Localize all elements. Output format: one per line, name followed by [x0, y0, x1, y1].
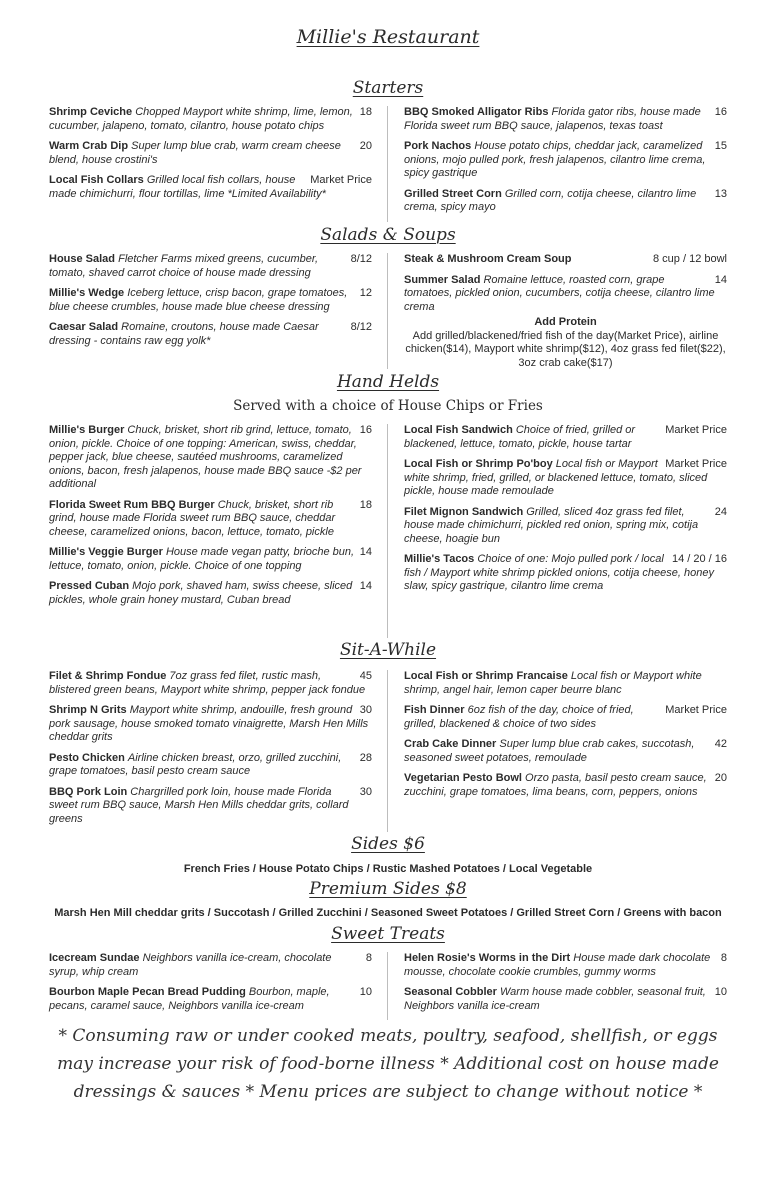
menu-item-price: 10 [357, 986, 372, 1000]
menu-item [404, 253, 727, 267]
menu-item [404, 188, 727, 215]
menu-item-description: House potato chips, cheddar jack, caramelized onions, mojo pulled pork, fresh jalapenos, cilantro lime crema, spicy gastrique [404, 140, 706, 179]
section-salads-soups: Salads & Soups [320, 225, 456, 245]
menu-item-description: Super lump blue crab cakes, succotash, seasoned sweet potatoes, remoulade [404, 738, 695, 764]
menu-item [49, 499, 372, 540]
menu-item-name: Millie's Burger [49, 424, 125, 436]
section-sweet-treats: Sweet Treats [331, 924, 445, 944]
section-starters: Starters [352, 78, 424, 98]
menu-item-name: Florida Sweet Rum BBQ Burger [49, 498, 215, 511]
menu-item [49, 786, 372, 827]
menu-item [404, 772, 727, 799]
menu-item [49, 546, 372, 573]
menu-item-description: Romaine, croutons, house made Caesar dressing - contains raw egg yolk* [49, 321, 319, 347]
menu-item [404, 738, 727, 765]
menu-item-description: Local fish or Mayport white shrimp, angel hair, lemon caper beurre blanc [404, 670, 702, 696]
menu-item-description: Grilled corn, cotija cheese, cilantro lime crema, spicy mayo [404, 187, 697, 213]
menu-item [49, 424, 372, 492]
menu-item-description: Super lump blue crab, warm cream cheese blend, house crostini's [49, 140, 341, 166]
menu-item [49, 287, 372, 314]
menu-item-price: 8/12 [348, 253, 372, 267]
menu-item [404, 506, 727, 547]
menu-item-description: Romaine lettuce, roasted corn, grape tomatoes, pickled onion, cucumbers, cotija cheese, cilantro lime crema [404, 273, 715, 313]
menu-item [404, 140, 727, 181]
menu-item-price: Market Price [662, 424, 727, 438]
menu-item [49, 174, 372, 201]
menu-item-name: Bourbon Maple Pecan Bread Pudding [49, 986, 246, 998]
starters-left [49, 106, 372, 208]
menu-item-name: Vegetarian Pesto Bowl [404, 772, 522, 784]
menu-item-name: BBQ Smoked Alligator Ribs [404, 106, 549, 118]
menu-item [404, 458, 727, 499]
sitawhile-right [404, 670, 727, 806]
menu-item-description: Chuck, brisket, short rib grind, house made Florida sweet rum BBQ sauce, cheddar cheese, caramelized onions, bacon, lettuce, tomato, pickle [49, 498, 336, 538]
menu-item-description: Grilled local fish collars, house made chimichurri, flour tortillas, lime *Limited Availability* [49, 174, 326, 200]
menu-item-description: Mayport white shrimp, andouille, fresh ground pork sausage, house smoked tomato vinaigrette, Marsh Hen Mills cheddar grits [49, 704, 369, 743]
menu-item-name: Pressed Cuban [49, 580, 130, 592]
menu-item-price: 30 [357, 786, 372, 800]
menu-item-description: Local fish or Mayport white shrimp, fried, grilled, or blackened lettuce, tomato, sliced pickle, house made remoulade [404, 458, 708, 497]
menu-item-description: 6oz fish of the day, choice of fried, grilled, blackened & choice of two sides [404, 704, 634, 730]
menu-item-name: Local Fish Collars [49, 174, 144, 186]
section-hand-helds: Hand Helds [336, 372, 440, 392]
menu-item-description: Airline chicken breast, orzo, grilled zucchini, grape tomatoes, basil pesto cream sauce [49, 751, 342, 777]
premium-sides-list: Marsh Hen Mill cheddar grits / Succotash / Grilled Zucchini / Seasoned Sweet Potatoes / Grilled Street Corn / Greens with bacon [54, 907, 722, 919]
menu-item [49, 580, 372, 607]
menu-item-price: 8 [363, 952, 372, 966]
menu-item-name: Fish Dinner [404, 704, 465, 716]
menu-item-price: 28 [357, 752, 372, 766]
menu-item-name: Caesar Salad [49, 321, 119, 333]
menu-item-name: Filet Mignon Sandwich [404, 505, 524, 518]
menu-item-price: 15 [712, 140, 727, 154]
menu-item-name: Millie's Tacos [404, 553, 475, 565]
menu-item-name: Millie's Veggie Burger [49, 546, 163, 558]
menu-item-price: 8 [718, 952, 727, 966]
menu-item-price: 12 [357, 287, 372, 301]
sweet-left [49, 952, 372, 1020]
menu-item-price: 8/12 [348, 321, 372, 335]
menu-item-name: Filet & Shrimp Fondue [49, 670, 167, 682]
section-sit-a-while: Sit-A-While [339, 640, 437, 660]
sides-list: French Fries / House Potato Chips / Rustic Mashed Potatoes / Local Vegetable [183, 863, 593, 875]
salads-right [404, 253, 727, 321]
sitawhile-left [49, 670, 372, 833]
menu-item-name: Grilled Street Corn [404, 187, 502, 200]
column-divider [387, 106, 388, 222]
section-premium-sides: Premium Sides $8 [309, 879, 467, 899]
menu-item-name: Pork Nachos [404, 140, 472, 152]
menu-item-description: Chargrilled pork loin, house made Florida sweet rum BBQ sauce, Marsh Hen Mills cheddar grits, collard greens [49, 785, 349, 825]
menu-item-name: Summer Salad [404, 273, 481, 286]
menu-item-name: Icecream Sundae [49, 952, 140, 964]
column-divider [387, 253, 388, 369]
menu-item [404, 704, 727, 731]
menu-item [49, 952, 372, 979]
menu-item-price: Market Price [662, 458, 727, 472]
menu-item-name: Seasonal Cobbler [404, 986, 497, 998]
menu-item-name: Warm Crab Dip [49, 140, 129, 152]
menu-item-description: 7oz grass fed filet, rustic mash, blistered green beans, Mayport white shrimp, pepper jack fondue [49, 670, 366, 696]
column-divider [387, 424, 388, 638]
menu-item [49, 321, 372, 348]
menu-item [49, 253, 372, 280]
menu-item [49, 106, 372, 133]
column-divider [387, 670, 388, 832]
menu-item-price: 42 [712, 738, 727, 752]
menu-item-price: 30 [357, 704, 372, 718]
hand-helds-subtitle: Served with a choice of House Chips or Fries [233, 398, 543, 414]
menu-item-description: Warm house made cobbler, seasonal fruit, Neighbors vanilla ice-cream [404, 986, 706, 1012]
menu-item-description: Neighbors vanilla ice-cream, chocolate syrup, whip cream [49, 952, 332, 978]
menu-item [404, 952, 727, 979]
footer-disclaimer: * Consuming raw or under cooked meats, poultry, seafood, shellfish, or eggs may increase your risk of food-borne illness * Additional cost on house made dressings & sauces * Menu prices are subject to change without notice * [57, 1026, 719, 1102]
menu-item-price: Market Price [307, 174, 372, 188]
menu-item-description: Bourbon, maple, pecans, caramel sauce, Neighbors vanilla ice-cream [49, 986, 330, 1012]
add-protein-text: Add grilled/blackened/fried fish of the day(Market Price), airline chicken($14), Mayport white shrimp($12), 4oz grass fed filet($22), 3oz crab cake($17) [405, 329, 726, 369]
menu-item-price: 10 [712, 986, 727, 1000]
menu-item-price: 16 [712, 106, 727, 120]
menu-item-price: 20 [357, 140, 372, 154]
menu-item [404, 670, 727, 697]
menu-item-price: 14 [712, 274, 727, 288]
menu-item [49, 670, 372, 697]
menu-item-name: BBQ Pork Loin [49, 785, 128, 798]
menu-item-name: Crab Cake Dinner [404, 738, 497, 750]
menu-item-description: House made vegan patty, brioche bun, lettuce, tomato, onion, pickle. Choice of one topping [49, 546, 355, 572]
add-protein [404, 316, 727, 370]
menu-item-price: 13 [712, 188, 727, 202]
menu-item [49, 140, 372, 167]
menu-item-price: Market Price [662, 704, 727, 718]
menu-item-description: Chopped Mayport white shrimp, lime, lemon, cucumber, jalapeno, tomato, cilantro, house potato chips [49, 106, 353, 132]
menu-item-price: 8 cup / 12 bowl [650, 253, 727, 267]
menu-item-name: Millie's Wedge [49, 287, 125, 299]
sweet-right [404, 952, 727, 1020]
handhelds-left [49, 424, 372, 614]
menu-item [49, 986, 372, 1013]
salads-left [49, 253, 372, 355]
menu-item-description: Iceberg lettuce, crisp bacon, grape tomatoes, blue cheese crumbles, house made blue cheese dressing [49, 287, 348, 313]
menu-item-name: Shrimp N Grits [49, 704, 127, 716]
menu-item [404, 424, 727, 451]
menu-item-name: Local Fish or Shrimp Francaise [404, 670, 568, 682]
menu-item [49, 752, 372, 779]
menu-item [404, 553, 727, 594]
menu-item-description: Fletcher Farms mixed greens, cucumber, tomato, shaved carrot choice of house made dressing [49, 253, 318, 279]
menu-item-price: 16 [357, 424, 372, 438]
menu-item-name: Local Fish or Shrimp Po'boy [404, 458, 553, 470]
column-divider [387, 952, 388, 1020]
menu-item-price: 14 / 20 / 16 [669, 553, 727, 567]
menu-item-price: 20 [712, 772, 727, 786]
menu-item-description: Grilled, sliced 4oz grass fed filet, house made chimichurri, pickled red onion, spring mix, cotija cheese, hoagie bun [404, 505, 699, 545]
menu-item-description: Florida gator ribs, house made Florida sweet rum BBQ sauce, jalapenos, texas toast [404, 106, 701, 132]
menu-item-description: Mojo pork, shaved ham, swiss cheese, sliced pickles, whole grain honey mustard, Cuban bread [49, 580, 353, 606]
menu-item [404, 274, 727, 315]
menu-item-name: Helen Rosie's Worms in the Dirt [404, 952, 571, 964]
menu-item [404, 986, 727, 1013]
handhelds-right [404, 424, 727, 601]
menu-item-price: 14 [357, 546, 372, 560]
menu-item-price: 14 [357, 580, 372, 594]
menu-item-name: House Salad [49, 253, 116, 265]
menu-item-description: Chuck, brisket, short rib grind, lettuce, tomato, onion, pickle. Choice of one topping: American, swiss, cheddar, pepper jack, blue cheese, sautéed mushrooms, caramelized onions, bacon, fresh jalapenos, house made BBQ sauce -$2 per additional [49, 424, 362, 490]
menu-item-name: Shrimp Ceviche [49, 106, 133, 118]
menu-item-name: Local Fish Sandwich [404, 424, 513, 436]
menu-item-description: Orzo pasta, basil pesto cream sauce, zucchini, grape tomatoes, lima beans, corn, peppers, onions [404, 772, 707, 798]
menu-item-name: Steak & Mushroom Cream Soup [404, 253, 572, 265]
starters-right [404, 106, 727, 222]
restaurant-title: Millie's Restaurant [296, 26, 480, 48]
menu-item-name: Pesto Chicken [49, 751, 125, 764]
menu-item-description: Choice of one: Mojo pulled pork / local fish / Mayport white shrimp pickled onions, cotija cheese, honey slaw, spicy gastrique, cilantro lime crema [404, 553, 714, 592]
menu-item-description: Choice of fried, grilled or blackened, lettuce, tomato, pickle, house tartar [404, 424, 636, 450]
menu-item [49, 704, 372, 745]
add-protein-heading: Add Protein [534, 316, 597, 328]
menu-item-price: 45 [357, 670, 372, 684]
menu-item-price: 18 [357, 499, 372, 513]
menu-item-description: House made dark chocolate mousse, chocolate cookie crumbles, gummy worms [404, 952, 711, 978]
menu-item-price: 24 [712, 506, 727, 520]
menu-item [404, 106, 727, 133]
menu-item-price: 18 [357, 106, 372, 120]
section-sides: Sides $6 [351, 834, 425, 854]
